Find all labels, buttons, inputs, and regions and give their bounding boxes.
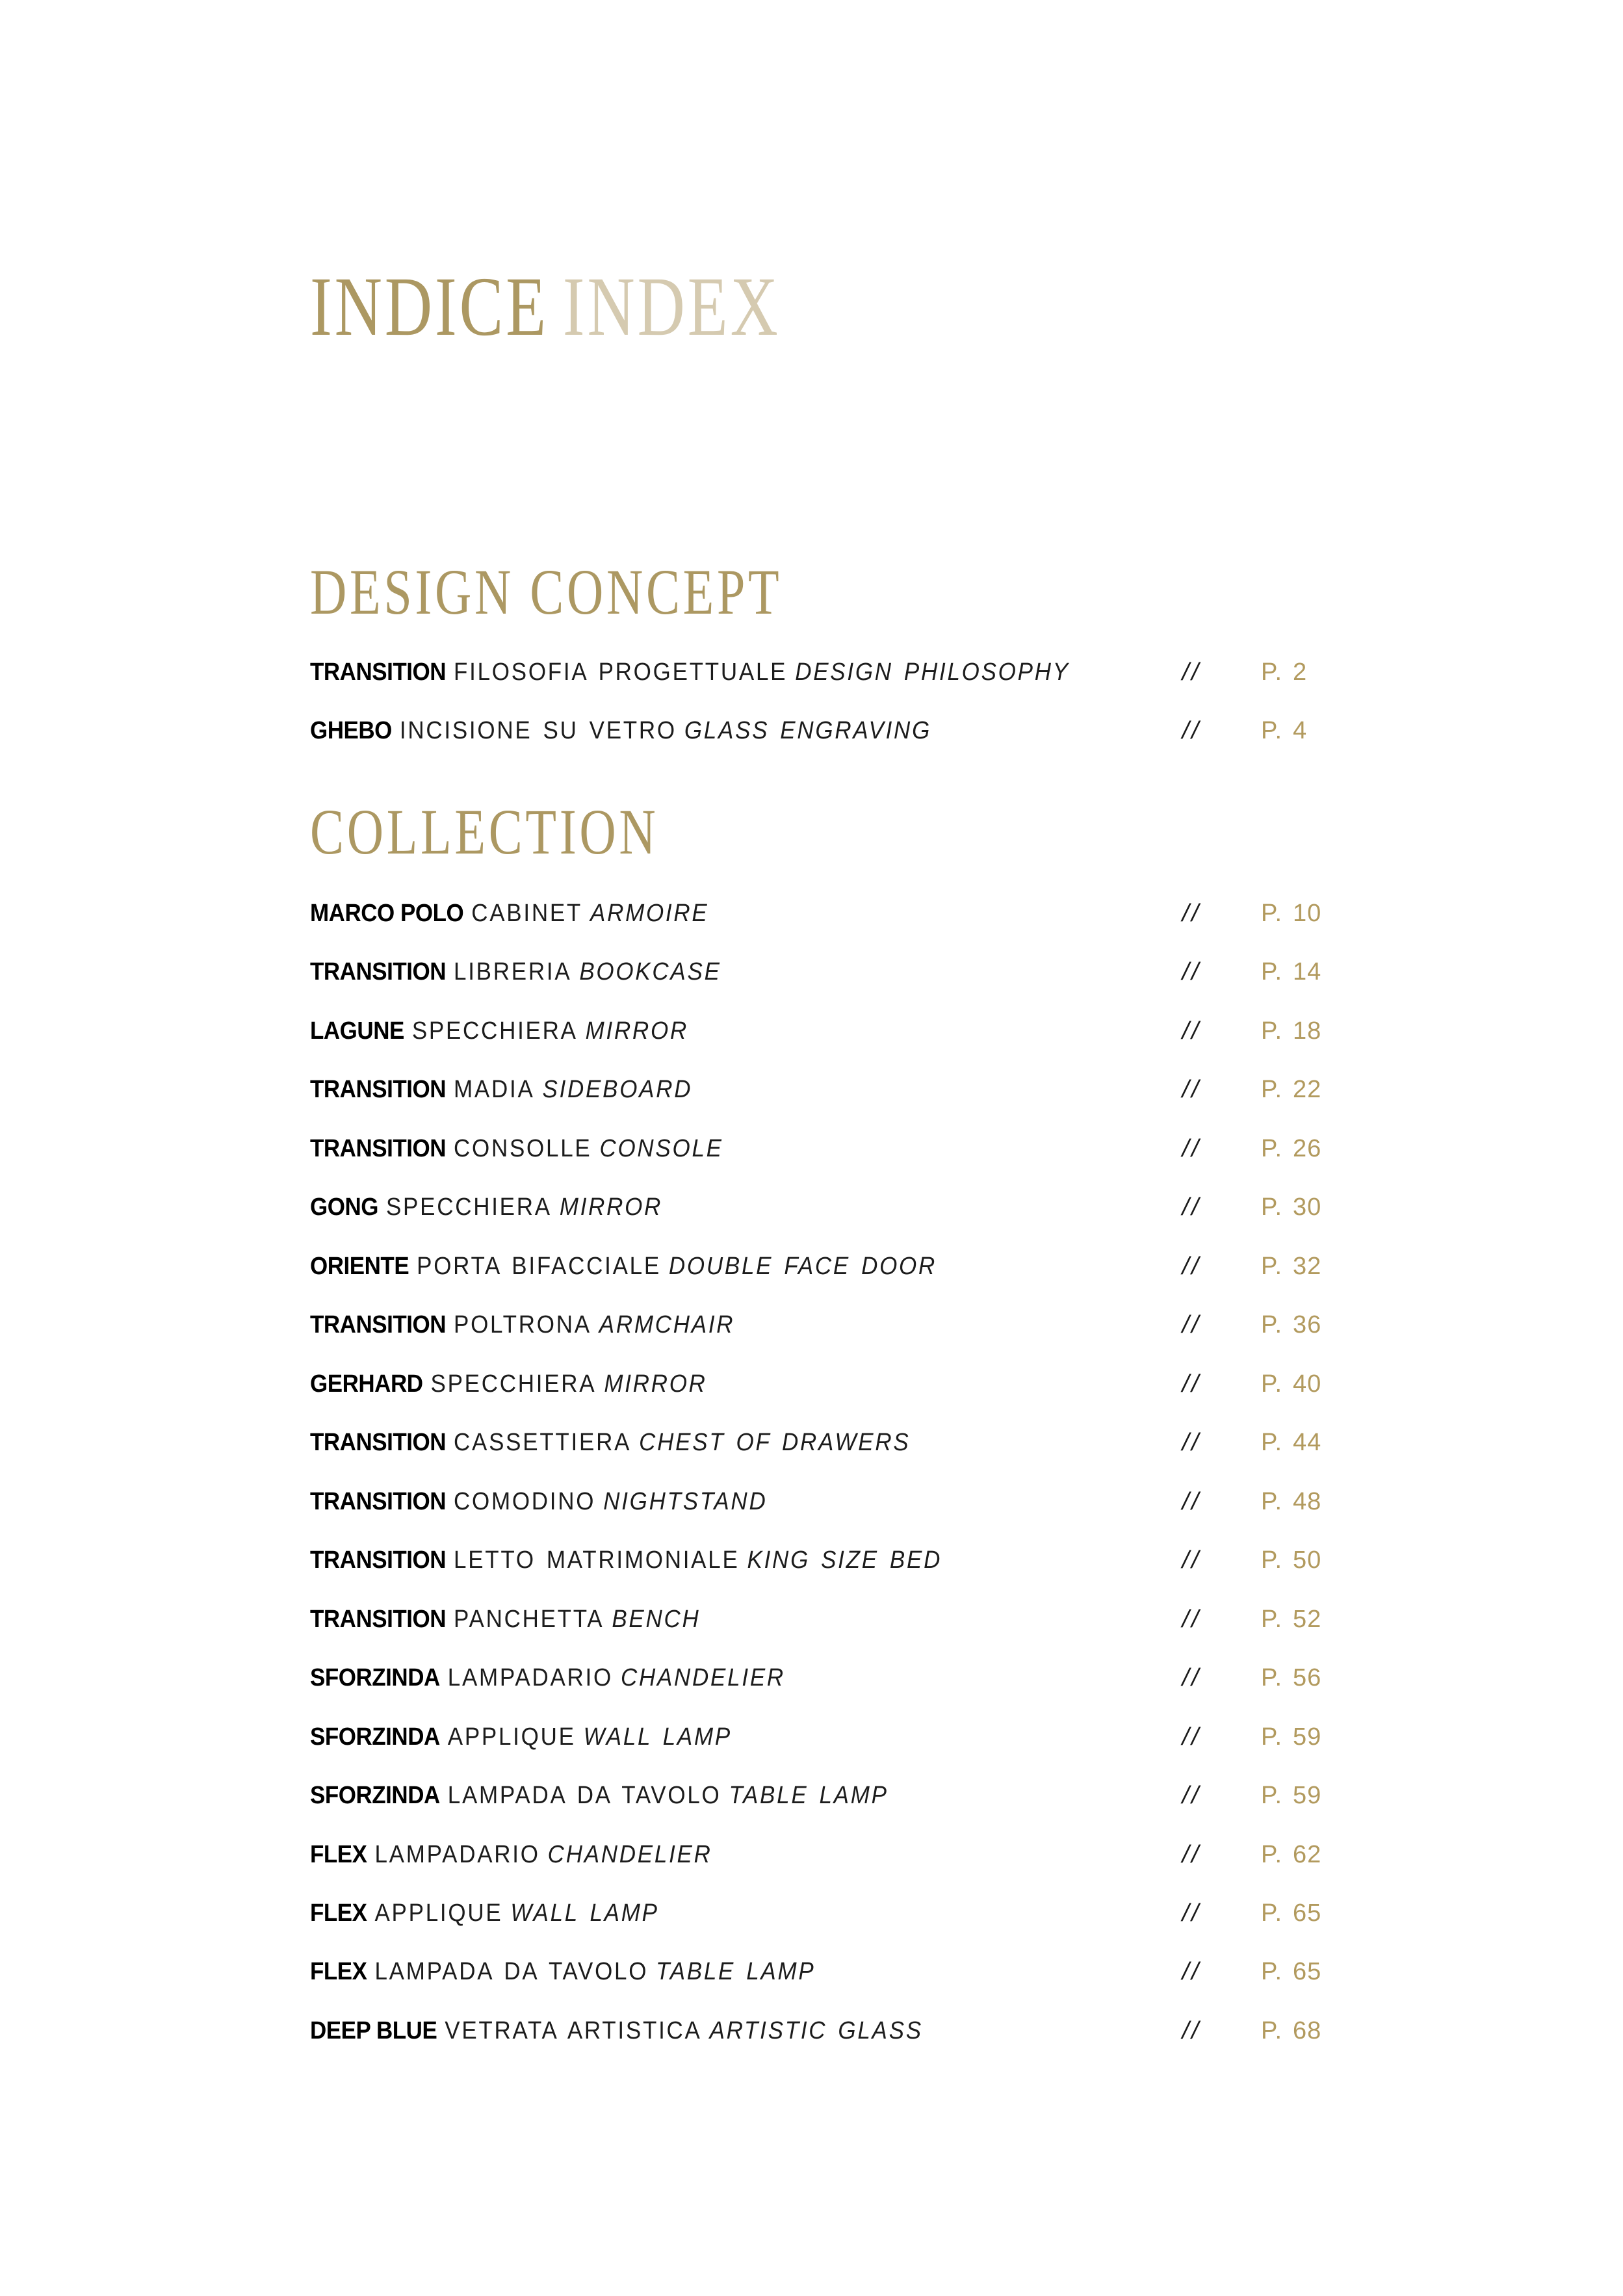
product-name: GHEBO [310,717,392,744]
description-english: WALL LAMP [510,1899,659,1927]
description-english: MIRROR [585,1017,689,1045]
toc-row-label [310,1254,937,1279]
page-number: 10 [1293,900,1322,927]
page-prefix: P. [1261,1194,1283,1221]
page-reference [1261,1019,1321,1043]
page-prefix: P. [1261,1134,1283,1162]
page-reference [1261,1959,1321,1984]
page-prefix: P. [1261,1017,1283,1045]
description-english: MIRROR [604,1370,707,1398]
section-heading-collection: COLLECTION [310,796,659,868]
page-reference [1261,1430,1321,1455]
page-reference [1261,1548,1321,1572]
description-english: TABLE LAMP [656,1958,816,1986]
description-english: ARMOIRE [590,900,709,927]
page-prefix: P. [1261,1605,1283,1633]
description-italian: PANCHETTA [454,1605,604,1633]
separator-slashes: // [1179,1958,1204,1986]
toc-row-label [310,718,931,743]
product-name: TRANSITION [310,1429,447,1457]
product-name: DEEP BLUE [310,2016,437,2044]
product-name: GONG [310,1194,378,1221]
toc-row [310,660,1584,718]
collection-rows [310,901,1584,2077]
description-english: MIRROR [559,1194,663,1221]
toc-row [310,1665,1584,1724]
separator-slashes: // [1179,2016,1204,2044]
description-italian: CASSETTIERA [454,1429,632,1457]
toc-row-label [310,1842,712,1867]
product-name: ORIENTE [310,1252,409,1280]
page-number: 4 [1293,717,1308,744]
page-number: 2 [1293,659,1308,686]
separator-slashes: // [1179,1899,1204,1927]
description-english: GLASS ENGRAVING [684,717,932,744]
description-italian: SPECCHIERA [385,1194,552,1221]
description-italian: CABINET [471,900,583,927]
toc-row [310,1725,1584,1783]
toc-row [310,1783,1584,1842]
toc-row-label [310,1725,732,1749]
product-name: TRANSITION [310,659,447,686]
description-english: WALL LAMP [583,1723,732,1751]
product-name: TRANSITION [310,1311,447,1339]
toc-row-label [310,1372,707,1396]
separator-slashes: // [1179,1664,1204,1692]
page-reference [1261,1725,1321,1749]
toc-row-label [310,901,708,926]
page-prefix: P. [1261,659,1283,686]
product-name: TRANSITION [310,958,447,986]
toc-row [310,1136,1584,1195]
toc-row-label [310,2018,923,2043]
toc-row [310,1548,1584,1606]
page-prefix: P. [1261,1723,1283,1751]
description-italian: INCISIONE SU VETRO [399,717,677,744]
description-italian: VETRATA ARTISTICA [445,2016,702,2044]
page-number: 62 [1293,1840,1322,1868]
product-name: TRANSITION [310,1076,447,1104]
page-reference [1261,1136,1321,1161]
page-reference [1261,1489,1321,1514]
toc-row-label [310,1136,723,1161]
separator-slashes: // [1179,717,1204,744]
description-italian: COMODINO [454,1487,596,1515]
page-number: 36 [1293,1311,1322,1339]
description-italian: POLTRONA [454,1311,591,1339]
separator-slashes: // [1179,900,1204,927]
toc-row-label [310,1195,662,1220]
toc-row [310,2018,1584,2077]
description-italian: LAMPADA DA TAVOLO [374,1958,649,1986]
page-prefix: P. [1261,1899,1283,1927]
page-reference [1261,660,1307,685]
title-english: INDEX [562,260,781,354]
toc-row-label [310,959,721,984]
separator-slashes: // [1179,1076,1204,1104]
product-name: SFORZINDA [310,1723,440,1751]
page-number: 18 [1293,1017,1322,1045]
toc-row [310,1607,1584,1665]
page-number: 56 [1293,1664,1322,1692]
page-reference [1261,901,1321,926]
page-title [310,260,781,354]
page-reference [1261,1077,1321,1102]
separator-slashes: // [1179,1429,1204,1457]
page-reference [1261,1665,1321,1690]
page-number: 50 [1293,1546,1322,1574]
description-english: ARTISTIC GLASS [709,2016,923,2044]
description-italian: CONSOLLE [454,1134,592,1162]
description-italian: LAMPADARIO [447,1664,613,1692]
page-prefix: P. [1261,1252,1283,1280]
page-number: 65 [1293,1899,1322,1927]
product-name: SFORZINDA [310,1664,440,1692]
separator-slashes: // [1179,1017,1204,1045]
page-prefix: P. [1261,900,1283,927]
description-italian: LETTO MATRIMONIALE [454,1546,740,1574]
toc-row [310,1959,1584,2018]
description-italian: LIBRERIA [454,958,572,986]
toc-row-label [310,660,1070,685]
description-italian: LAMPADARIO [374,1840,540,1868]
toc-row-label [310,1783,889,1808]
product-name: SFORZINDA [310,1782,440,1810]
toc-row [310,1901,1584,1959]
page-reference [1261,2018,1321,2043]
toc-row [310,959,1584,1018]
page-reference [1261,1195,1321,1220]
description-english: TABLE LAMP [729,1782,889,1810]
toc-row-label [310,1959,815,1984]
section-collection [310,796,1584,2077]
toc-row [310,1019,1584,1077]
separator-slashes: // [1179,1252,1204,1280]
page-prefix: P. [1261,1958,1283,1986]
description-english: BENCH [612,1605,701,1633]
description-italian: FILOSOFIA PROGETTUALE [454,659,788,686]
product-name: TRANSITION [310,1487,447,1515]
toc-row-label [310,1901,659,1925]
page-number: 14 [1293,958,1322,986]
toc-row-label [310,1430,910,1455]
toc-row [310,1430,1584,1489]
description-english: DOUBLE FACE DOOR [668,1252,937,1280]
toc-row-label [310,1548,942,1572]
page-reference [1261,1842,1321,1867]
page-reference [1261,1254,1321,1279]
page-number: 26 [1293,1134,1322,1162]
toc-row [310,1842,1584,1901]
toc-row [310,1312,1584,1371]
page-reference [1261,1607,1321,1632]
design-concept-rows [310,660,1584,777]
page-reference [1261,1312,1321,1337]
page-prefix: P. [1261,717,1283,744]
page-number: 59 [1293,1782,1322,1810]
page-number: 44 [1293,1429,1322,1457]
separator-slashes: // [1179,1134,1204,1162]
page-prefix: P. [1261,1664,1283,1692]
page-prefix: P. [1261,1487,1283,1515]
page-reference [1261,1901,1321,1925]
toc-row [310,1372,1584,1430]
product-name: MARCO POLO [310,900,464,927]
section-design-concept [310,556,1584,777]
description-english: CHEST OF DRAWERS [639,1429,911,1457]
separator-slashes: // [1179,1723,1204,1751]
page-number: 22 [1293,1076,1322,1104]
description-italian: APPLIQUE [447,1723,576,1751]
title-italian: INDICE [310,260,549,354]
description-english: NIGHTSTAND [603,1487,768,1515]
description-english: CONSOLE [599,1134,723,1162]
description-english: SIDEBOARD [542,1076,693,1104]
page-prefix: P. [1261,1311,1283,1339]
toc-row [310,901,1584,959]
description-italian: LAMPADA DA TAVOLO [447,1782,721,1810]
page-prefix: P. [1261,1546,1283,1574]
separator-slashes: // [1179,1370,1204,1398]
toc-row [310,718,1584,777]
separator-slashes: // [1179,1194,1204,1221]
page-prefix: P. [1261,1782,1283,1810]
page-number: 59 [1293,1723,1322,1751]
product-name: TRANSITION [310,1605,447,1633]
product-name: FLEX [310,1958,367,1986]
description-english: KING SIZE BED [747,1546,942,1574]
product-name: LAGUNE [310,1017,404,1045]
toc-row-label [310,1312,734,1337]
product-name: FLEX [310,1899,367,1927]
toc-row-label [310,1489,767,1514]
toc-row-label [310,1019,688,1043]
separator-slashes: // [1179,659,1204,686]
separator-slashes: // [1179,1311,1204,1339]
description-english: DESIGN PHILOSOPHY [795,659,1070,686]
page-reference [1261,1372,1321,1396]
page-prefix: P. [1261,2016,1283,2044]
separator-slashes: // [1179,1546,1204,1574]
page-number: 48 [1293,1487,1322,1515]
description-italian: SPECCHIERA [411,1017,578,1045]
page-prefix: P. [1261,958,1283,986]
page-number: 40 [1293,1370,1322,1398]
page-prefix: P. [1261,1429,1283,1457]
page-number: 32 [1293,1252,1322,1280]
separator-slashes: // [1179,1605,1204,1633]
page-reference [1261,1783,1321,1808]
product-name: FLEX [310,1840,367,1868]
separator-slashes: // [1179,958,1204,986]
toc-row-label [310,1607,701,1632]
toc-row [310,1077,1584,1136]
page-prefix: P. [1261,1370,1283,1398]
product-name: GERHARD [310,1370,423,1398]
product-name: TRANSITION [310,1546,447,1574]
toc-row [310,1254,1584,1312]
description-english: ARMCHAIR [599,1311,735,1339]
description-english: CHANDELIER [620,1664,785,1692]
page-number: 52 [1293,1605,1322,1633]
description-english: BOOKCASE [579,958,721,986]
page-number: 65 [1293,1958,1322,1986]
toc-row [310,1195,1584,1253]
toc-row [310,1489,1584,1548]
description-italian: SPECCHIERA [430,1370,597,1398]
page-prefix: P. [1261,1840,1283,1868]
page-reference [1261,718,1307,743]
description-italian: PORTA BIFACCIALE [417,1252,661,1280]
page-prefix: P. [1261,1076,1283,1104]
separator-slashes: // [1179,1840,1204,1868]
description-italian: MADIA [454,1076,535,1104]
description-italian: APPLIQUE [374,1899,503,1927]
page-reference [1261,959,1321,984]
page-number: 30 [1293,1194,1322,1221]
section-heading-design-concept: DESIGN CONCEPT [310,556,783,628]
product-name: TRANSITION [310,1134,447,1162]
page-number: 68 [1293,2016,1322,2044]
toc-row-label [310,1077,692,1102]
separator-slashes: // [1179,1782,1204,1810]
toc-row-label [310,1665,785,1690]
description-english: CHANDELIER [547,1840,712,1868]
separator-slashes: // [1179,1487,1204,1515]
